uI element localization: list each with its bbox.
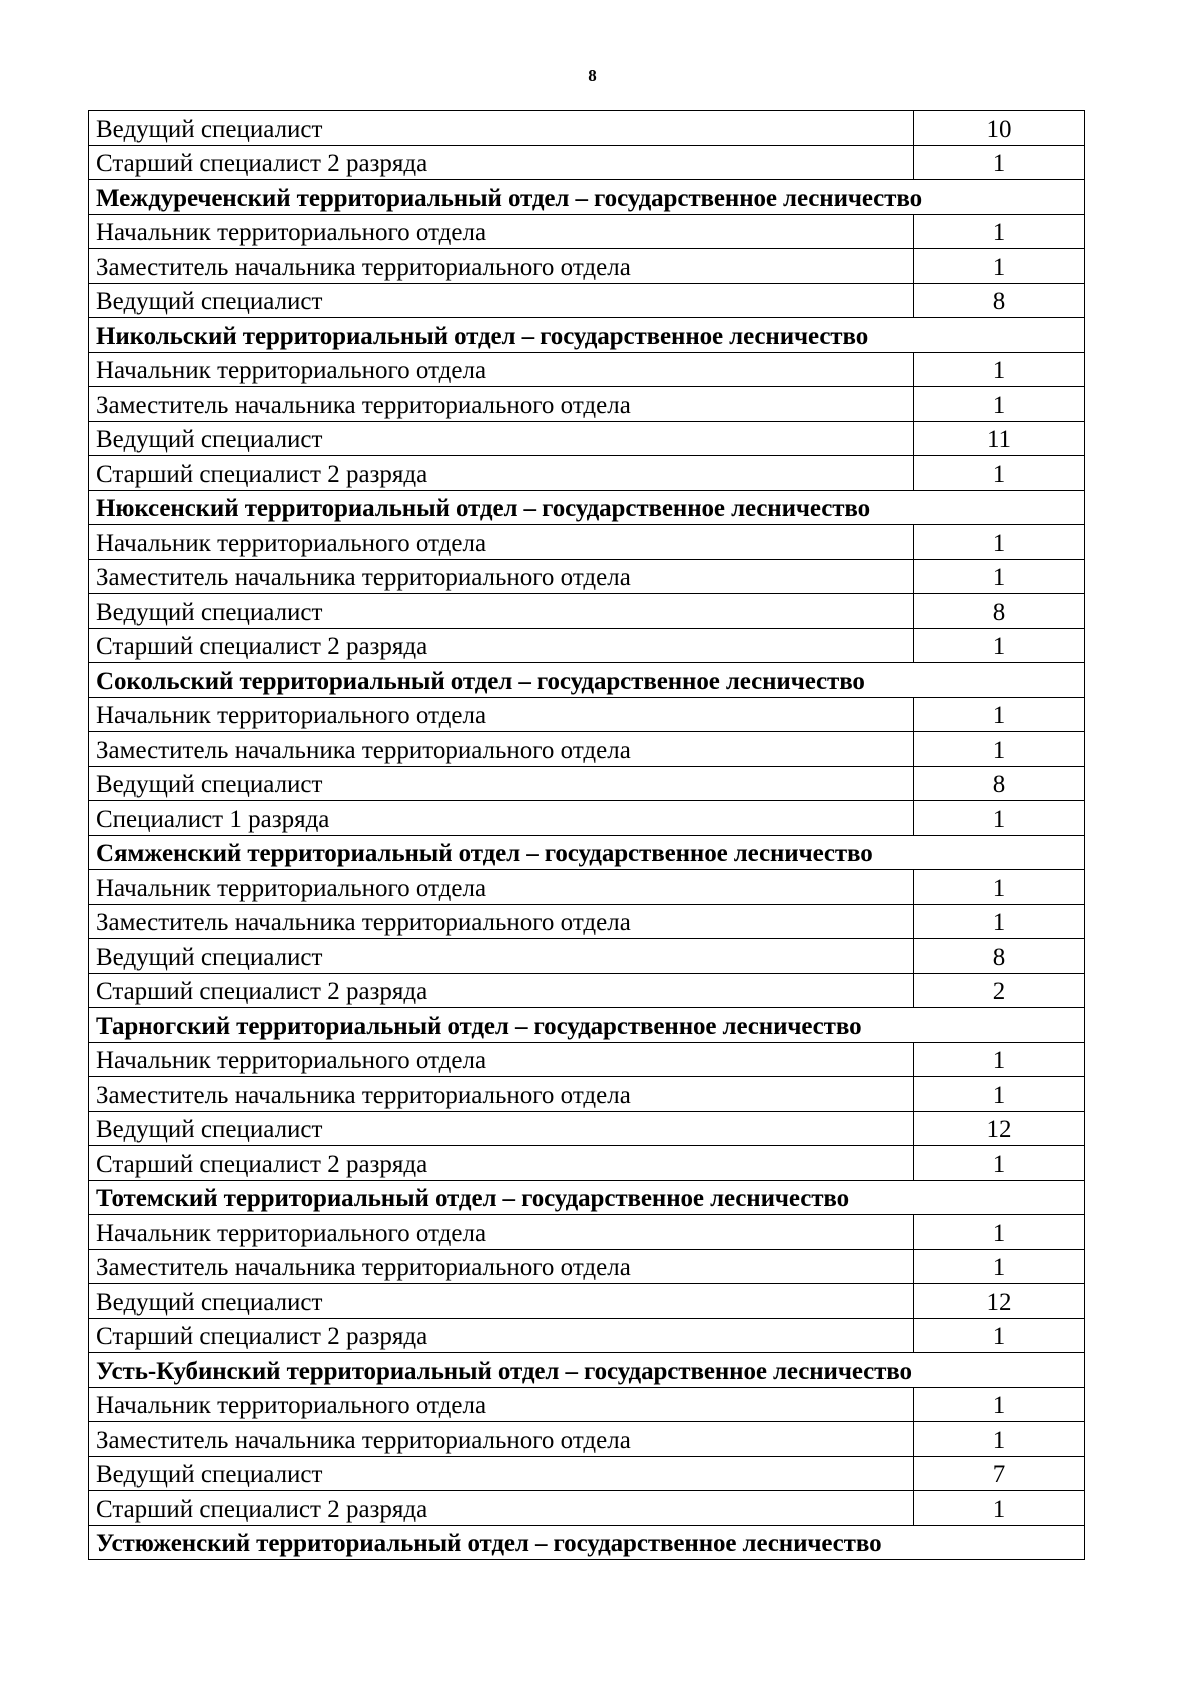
position-title: Старший специалист 2 разряда [89,145,914,180]
position-count: 1 [914,697,1085,732]
position-title: Начальник территориального отдела [89,1215,914,1250]
position-row [89,111,1085,146]
position-row [89,387,1085,422]
position-count: 11 [914,421,1085,456]
position-count: 1 [914,801,1085,836]
position-count: 12 [914,1111,1085,1146]
position-title: Начальник территориального отдела [89,525,914,560]
position-count: 1 [914,1318,1085,1353]
position-title: Ведущий специалист [89,421,914,456]
position-row [89,145,1085,180]
department-title: Устюженский территориальный отдел – государственное лесничество [89,1525,1085,1560]
position-row [89,1456,1085,1491]
staffing-table [88,110,1085,1560]
position-count: 1 [914,628,1085,663]
position-row [89,766,1085,801]
position-title: Заместитель начальника территориального отдела [89,1077,914,1112]
department-row [89,1008,1085,1043]
position-row [89,1077,1085,1112]
position-count: 1 [914,1422,1085,1457]
department-row [89,1525,1085,1560]
position-row [89,628,1085,663]
position-row [89,1146,1085,1181]
position-count: 12 [914,1284,1085,1319]
position-count: 1 [914,1146,1085,1181]
position-title: Старший специалист 2 разряда [89,1318,914,1353]
position-row [89,1491,1085,1526]
position-title: Старший специалист 2 разряда [89,456,914,491]
position-title: Ведущий специалист [89,283,914,318]
department-row [89,1180,1085,1215]
department-title: Нюксенский территориальный отдел – государственное лесничество [89,490,1085,525]
position-count: 2 [914,973,1085,1008]
position-row [89,456,1085,491]
department-title: Никольский территориальный отдел – государственное лесничество [89,318,1085,353]
position-row [89,1215,1085,1250]
department-row [89,835,1085,870]
position-row [89,801,1085,836]
position-row [89,352,1085,387]
position-title: Старший специалист 2 разряда [89,973,914,1008]
position-row [89,1249,1085,1284]
position-count: 1 [914,456,1085,491]
position-row [89,1422,1085,1457]
department-row [89,490,1085,525]
position-count: 1 [914,525,1085,560]
department-title: Междуреченский территориальный отдел – государственное лесничество [89,180,1085,215]
staffing-table-body [89,111,1085,1560]
department-title: Сямженский территориальный отдел – государственное лесничество [89,835,1085,870]
position-title: Заместитель начальника территориального отдела [89,1249,914,1284]
department-row [89,663,1085,698]
position-title: Специалист 1 разряда [89,801,914,836]
position-count: 1 [914,1491,1085,1526]
position-title: Начальник территориального отдела [89,1387,914,1422]
position-count: 8 [914,939,1085,974]
position-title: Старший специалист 2 разряда [89,1146,914,1181]
position-count: 1 [914,1042,1085,1077]
position-title: Ведущий специалист [89,939,914,974]
position-count: 1 [914,1387,1085,1422]
position-row [89,1111,1085,1146]
position-row [89,904,1085,939]
department-title: Тарногский территориальный отдел – государственное лесничество [89,1008,1085,1043]
position-title: Начальник территориального отдела [89,214,914,249]
position-title: Заместитель начальника территориального отдела [89,559,914,594]
department-row [89,180,1085,215]
position-count: 1 [914,1249,1085,1284]
position-title: Ведущий специалист [89,1111,914,1146]
position-count: 1 [914,387,1085,422]
position-count: 10 [914,111,1085,146]
page-number: 8 [588,66,597,85]
position-row [89,697,1085,732]
position-title: Начальник территориального отдела [89,870,914,905]
position-row [89,283,1085,318]
position-row [89,732,1085,767]
position-row [89,870,1085,905]
position-count: 1 [914,1215,1085,1250]
position-row [89,1387,1085,1422]
position-count: 1 [914,1077,1085,1112]
position-title: Заместитель начальника территориального отдела [89,904,914,939]
position-row [89,421,1085,456]
position-title: Заместитель начальника территориального отдела [89,249,914,284]
position-count: 8 [914,766,1085,801]
position-title: Заместитель начальника территориального отдела [89,387,914,422]
position-title: Ведущий специалист [89,766,914,801]
position-row [89,973,1085,1008]
position-count: 1 [914,732,1085,767]
position-title: Ведущий специалист [89,594,914,629]
position-count: 8 [914,283,1085,318]
position-count: 1 [914,145,1085,180]
position-count: 1 [914,559,1085,594]
department-title: Сокольский территориальный отдел – государственное лесничество [89,663,1085,698]
position-title: Заместитель начальника территориального отдела [89,1422,914,1457]
position-row [89,1318,1085,1353]
position-row [89,1284,1085,1319]
position-count: 1 [914,249,1085,284]
position-title: Начальник территориального отдела [89,352,914,387]
position-title: Заместитель начальника территориального отдела [89,732,914,767]
position-row [89,525,1085,560]
position-row [89,249,1085,284]
position-title: Ведущий специалист [89,1284,914,1319]
position-count: 7 [914,1456,1085,1491]
position-title: Начальник территориального отдела [89,1042,914,1077]
position-count: 1 [914,352,1085,387]
position-row [89,939,1085,974]
position-count: 1 [914,214,1085,249]
department-title: Тотемский территориальный отдел – государственное лесничество [89,1180,1085,1215]
position-row [89,559,1085,594]
position-title: Старший специалист 2 разряда [89,1491,914,1526]
position-count: 1 [914,870,1085,905]
department-row [89,318,1085,353]
position-row [89,594,1085,629]
position-title: Старший специалист 2 разряда [89,628,914,663]
position-title: Начальник территориального отдела [89,697,914,732]
position-count: 8 [914,594,1085,629]
position-row [89,214,1085,249]
position-row [89,1042,1085,1077]
department-row [89,1353,1085,1388]
position-count: 1 [914,904,1085,939]
department-title: Усть-Кубинский территориальный отдел – государственное лесничество [89,1353,1085,1388]
position-title: Ведущий специалист [89,111,914,146]
position-title: Ведущий специалист [89,1456,914,1491]
